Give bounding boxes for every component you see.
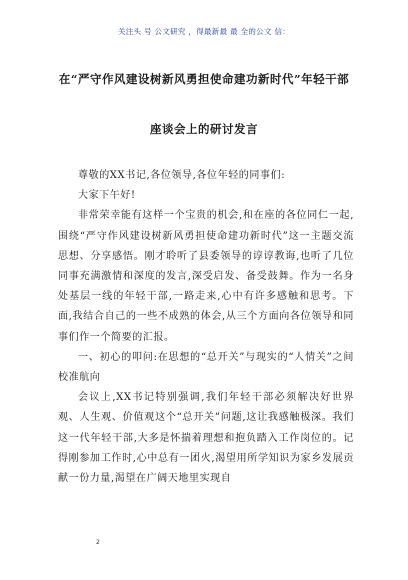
document-body — [58, 166, 354, 489]
salutation: 尊敬的XX书记,各位领导,各位年轻的同事们: — [78, 170, 286, 181]
document-header: 关注头 号 公文研究 ，得最新最 最 全的公文 信： — [117, 27, 291, 36]
document-title-line-1: 在“严守作风建设树新风勇担使命建功新时代”年轻干部 — [58, 72, 350, 86]
body-paragraph: 非常荣幸能有这样一个宝贵的机会,和在座的各位同仁一起,围绕“严守作风建设树新风勇担使命建功新时代”这一主题交流思想、分享感悟。刚才聆听了县委领导的谆谆教诲,也听了几位同事充满激情和深度的发言,深受启发、备受鼓舞。作为一名身处基层一线的年轻干部,一路走来,心中有许多感触和思考。下面,我结合自己的一些不成熟的体会,从三个方面向各位领导和同事们作一个简要的汇报。 — [58, 210, 354, 343]
greeting: 大家下午好! — [78, 190, 136, 202]
page-number: 2 — [96, 539, 100, 546]
section-heading: 一、初心的叩问:在思想的“总开关”与现实的“人情关”之间校准航向 — [58, 351, 354, 384]
body-paragraph: 会议上,XX书记特别强调,我们年轻干部必须解决好世界观、人生观、价值观这个“总开关”问题,这让我感触极深。我们这一代年轻干部,大多是怀揣着理想和抱负踏入工作岗位的。记得刚参加工作时,心中总有一团火,渴望用所学知识为家乡发展贡献一份力量,渴望在广阔天地里实现自 — [58, 392, 354, 485]
document-title-line-2: 座谈会上的研讨发言 — [150, 122, 258, 136]
